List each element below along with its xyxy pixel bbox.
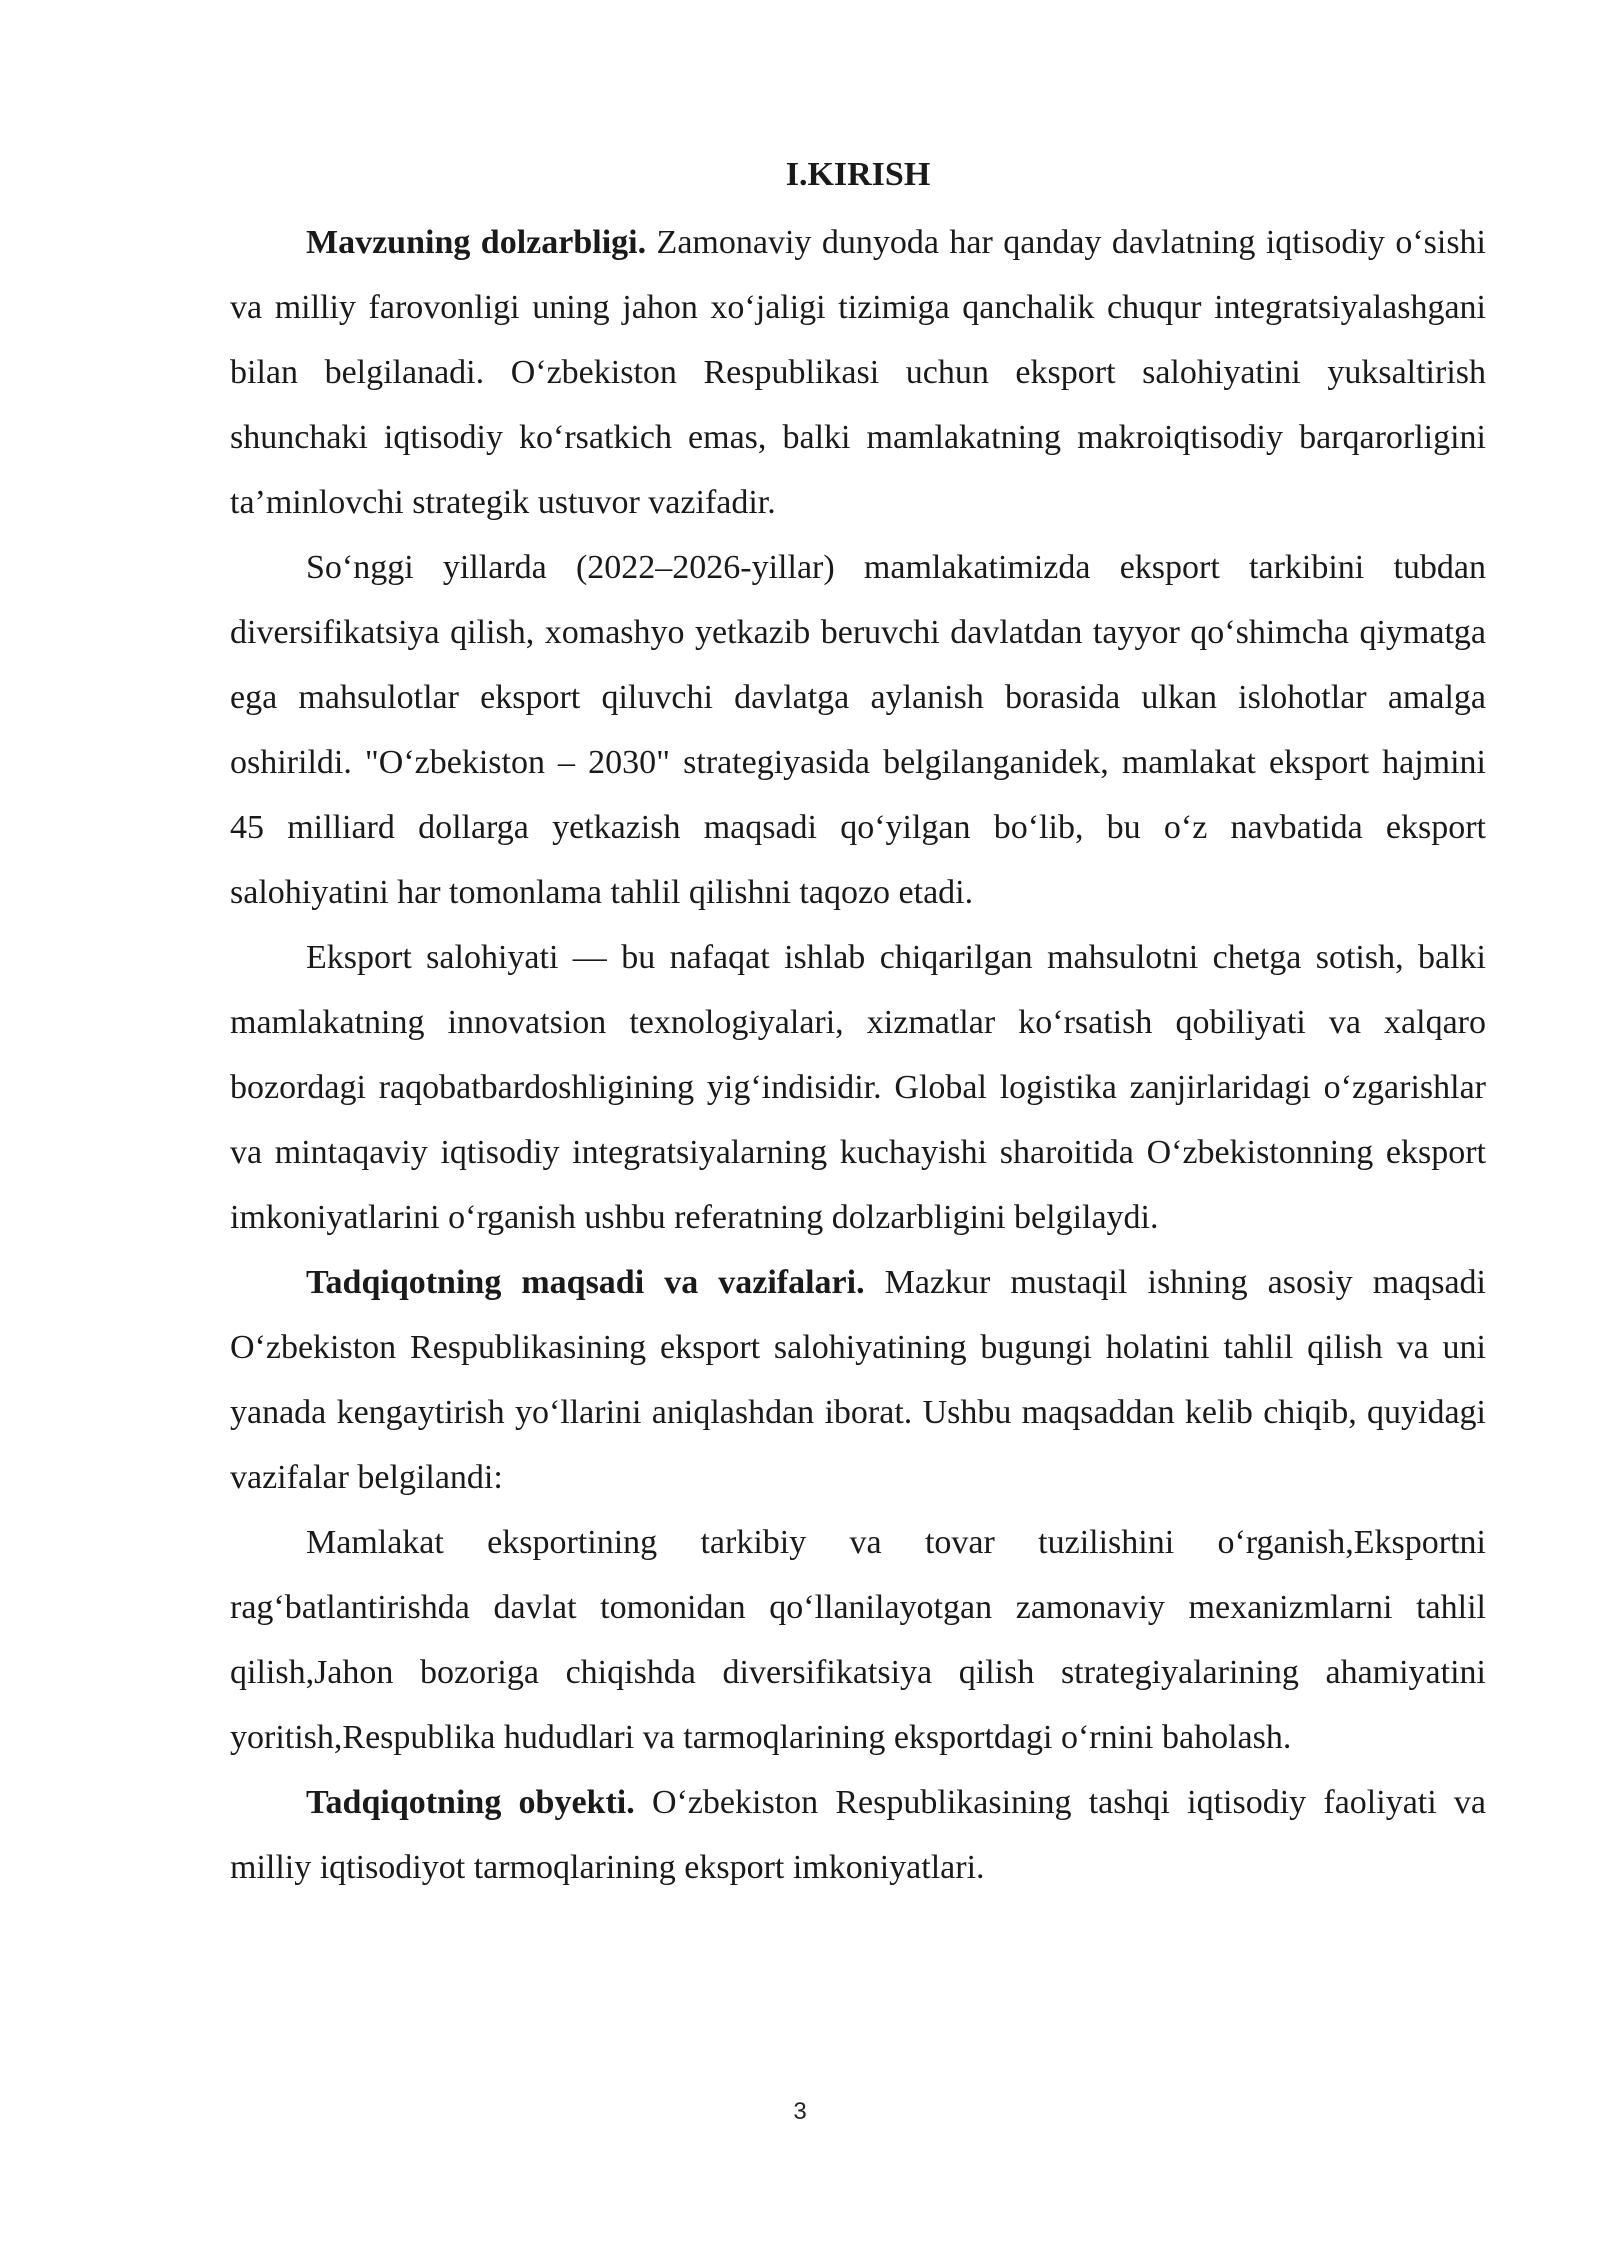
paragraph-goals — [230, 1250, 1486, 1510]
paragraph-text: So‘nggi yillarda (2022–2026-yillar) mamlakatimizda eksport tarkibini tubdan diversifikatsiya qilish, xomashyo yetkazib beruvchi davlatdan tayyor qo‘shimcha qiymatga ega mahsulotlar eksport qiluvchi davlatga aylanish borasida ulkan islohotlar amalga oshirildi. "O‘zbekiston – 2030" strategiyasida belgilanganidek, mamlakat eksport hajmini 45 milliard dollarga yetkazish maqsadi qo‘yilgan bo‘lib, bu o‘z navbatida eksport salohiyatini har tomonlama tahlil qilishni taqozo etadi. — [230, 549, 1486, 911]
paragraph-relevance — [230, 210, 1486, 535]
section-heading: I.KIRISH — [785, 156, 931, 193]
page-number: 3 — [793, 2098, 807, 2125]
paragraph-text: Eksport salohiyati — bu nafaqat ishlab chiqarilgan mahsulotni chetga sotish, balki mamlakatning innovatsion texnologiyalari, xizmatlar ko‘rsatish qobiliyati va xalqaro bozordagi raqobatbardoshligining yig‘indisidir. Global logistika zanjirlaridagi o‘zgarishlar va mintaqaviy iqtisodiy integratsiyalarning kuchayishi sharoitida O‘zbekistonning eksport imkoniyatlarini o‘rganish ushbu referatning dolzarbligini belgilaydi. — [230, 939, 1486, 1236]
paragraph-text: O‘zbekiston Respublikasining tashqi iqtisodiy faoliyati va milliy iqtisodiyot tarmoqlarining eksport imkoniyatlari. — [230, 1784, 1487, 1886]
paragraph-text: Mazkur mustaqil ishning asosiy maqsadi O‘zbekiston Respublikasining eksport salohiyatining bugungi holatini tahlil qilish va uni yanada kengaytirish yo‘llarini aniqlashdan iborat. Ushbu maqsaddan kelib chiqib, quyidagi vazifalar belgilandi: — [230, 1264, 1486, 1496]
paragraph-object — [230, 1770, 1486, 1900]
paragraph-text: Mamlakat eksportining tarkibiy va tovar tuzilishini o‘rganish,Eksportni rag‘batlantirishda davlat tomonidan qo‘llanilayotgan zamonaviy mexanizmlarni tahlil qilish,Jahon bozoriga chiqishda diversifikatsiya qilish strategiyalarining ahamiyatini yoritish,Respublika hududlari va tarmoqlarining eksportdagi o‘rnini baholash. — [230, 1524, 1486, 1756]
paragraph-export-potential — [230, 925, 1486, 1250]
paragraph-lead: Tadqiqotning maqsadi va vazifalari. — [306, 1264, 865, 1301]
paragraph-tasks — [230, 1510, 1486, 1770]
paragraph-reforms — [230, 535, 1486, 925]
paragraph-lead: Tadqiqotning obyekti. — [306, 1784, 635, 1821]
paragraph-text: Zamonaviy dunyoda har qanday davlatning iqtisodiy o‘sishi va milliy farovonligi uning jahon xo‘jaligi tizimiga qanchalik chuqur integratsiyalashgani bilan belgilanadi. O‘zbekiston Respublikasi uchun eksport salohiyatini yuksaltirish shunchaki iqtisodiy ko‘rsatkich emas, balki mamlakatning makroiqtisodiy barqarorligini ta’minlovchi strategik ustuvor vazifadir. — [230, 224, 1486, 521]
page-body — [230, 150, 1486, 1900]
paragraph-lead: Mavzuning dolzarbligi. — [306, 224, 647, 261]
